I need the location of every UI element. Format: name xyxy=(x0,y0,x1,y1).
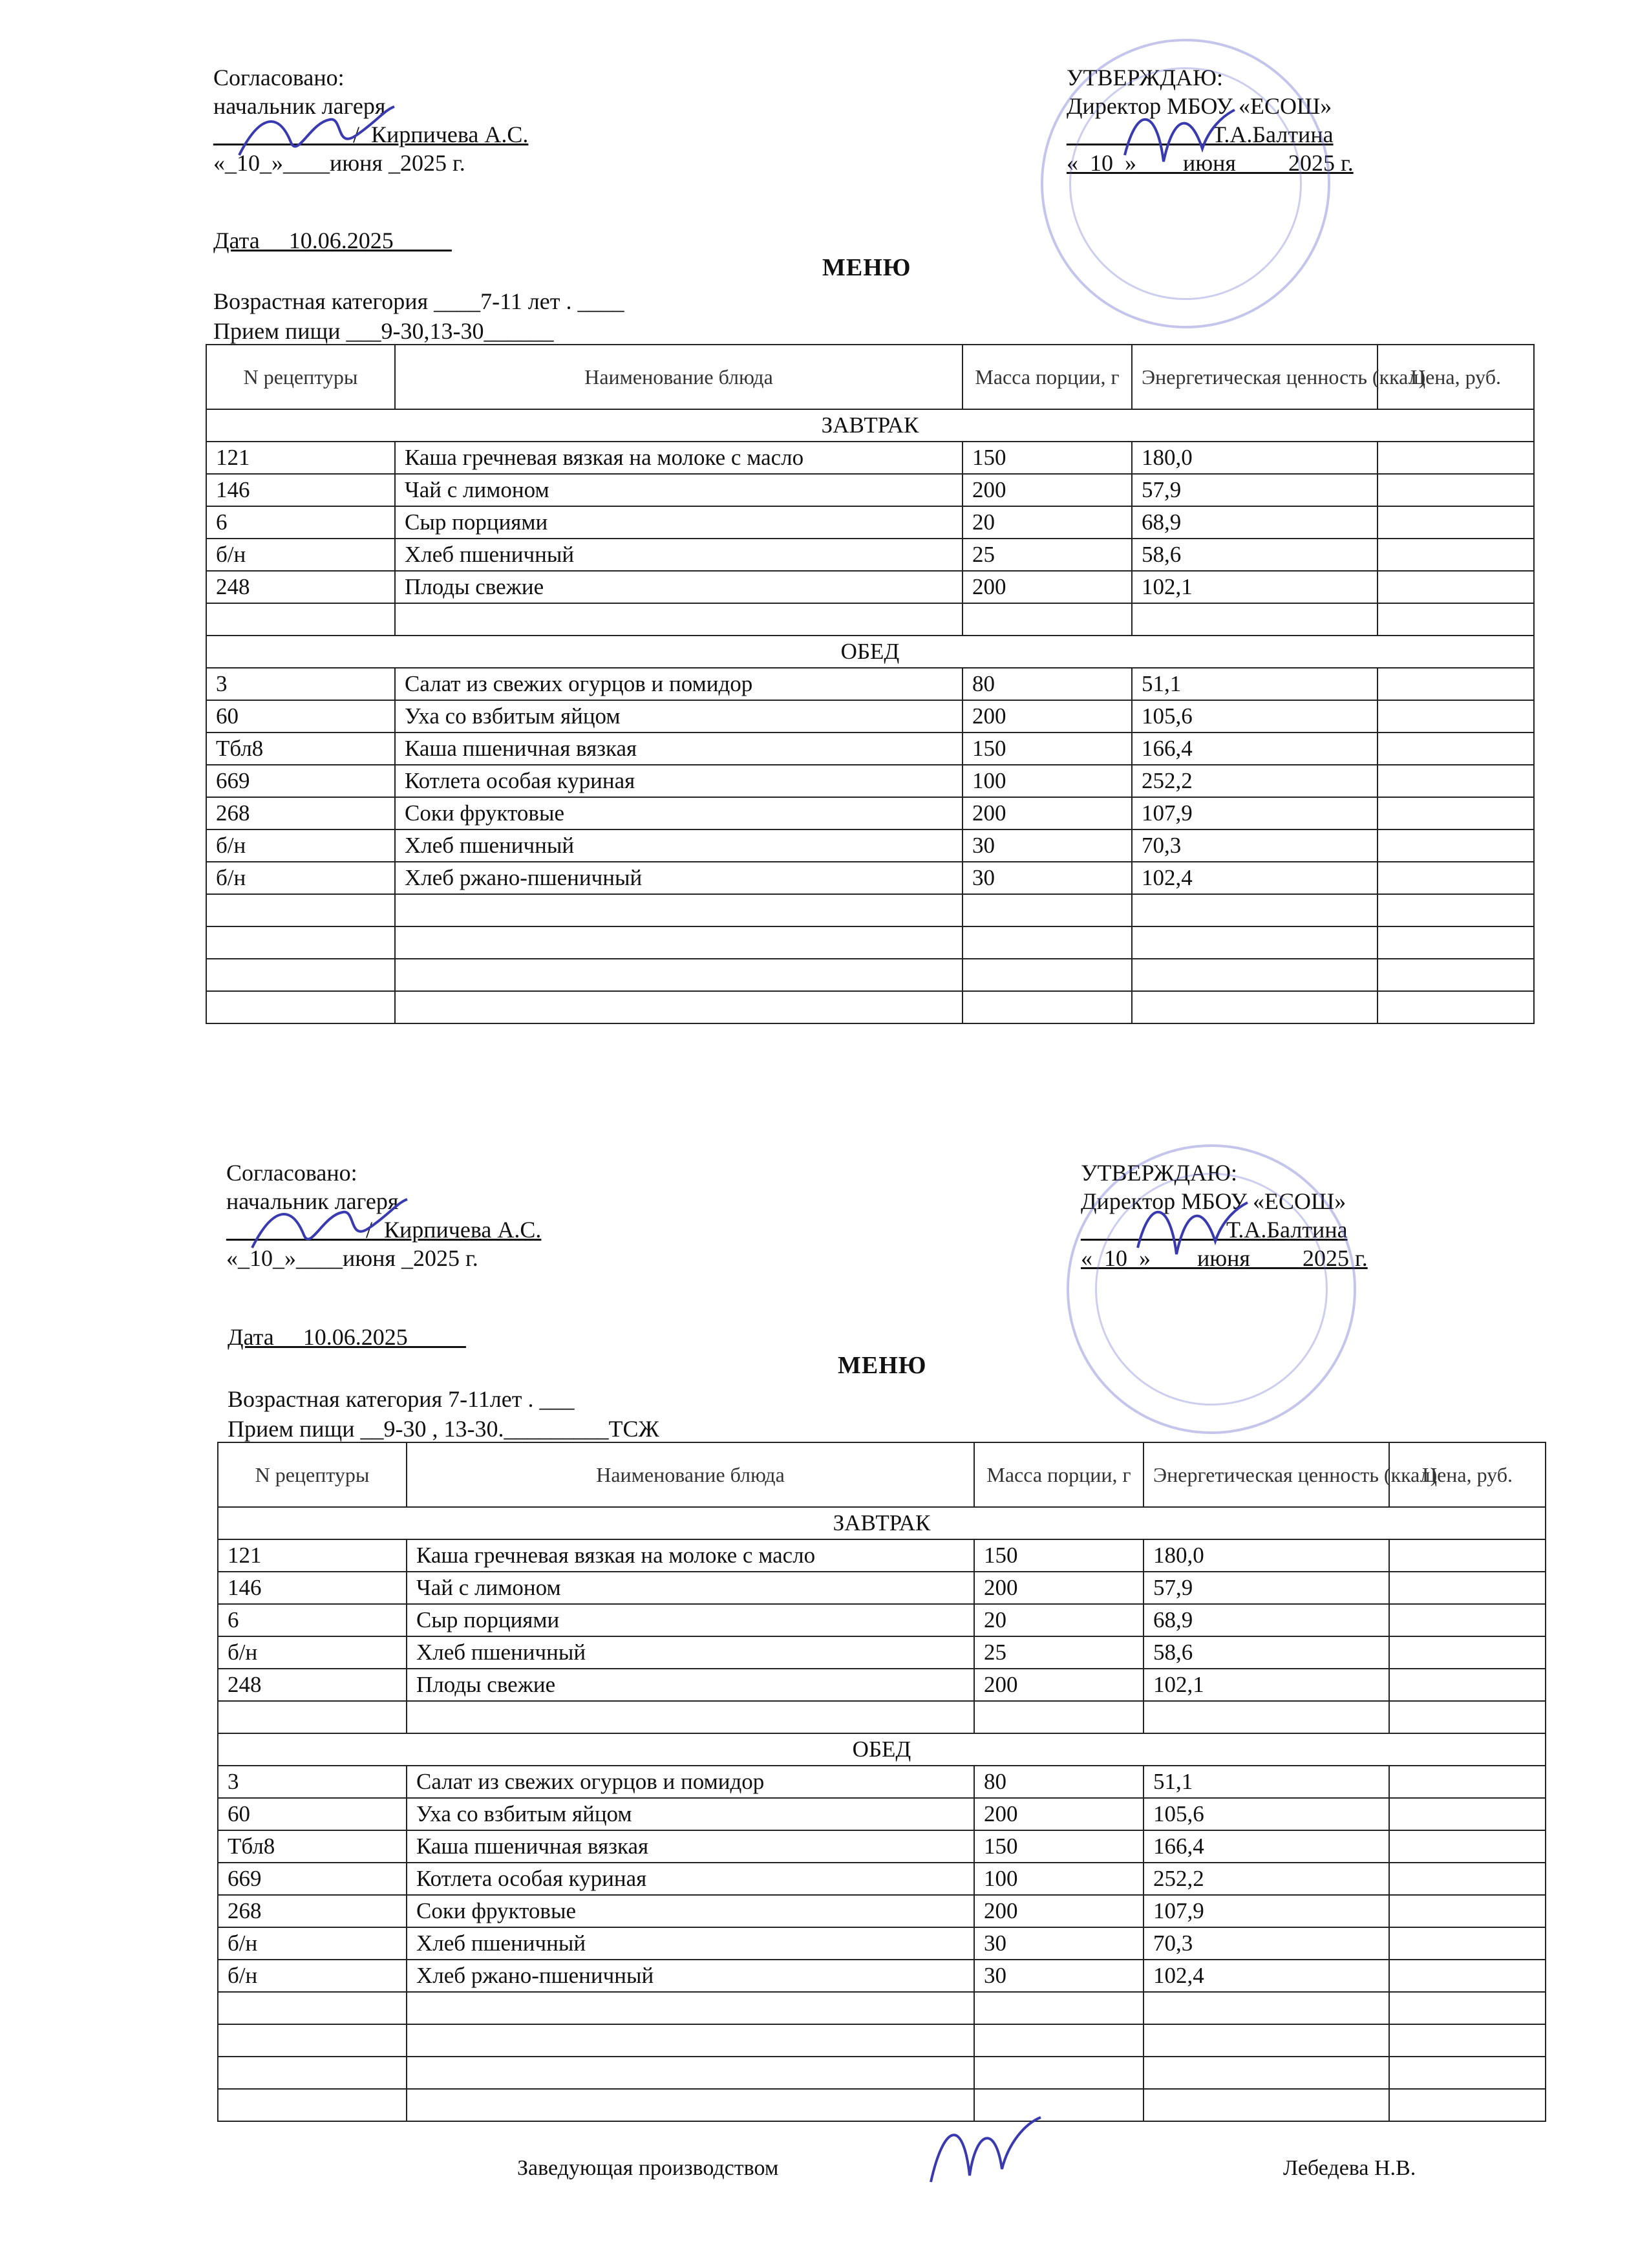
empty-row xyxy=(206,991,1534,1023)
signature-icon xyxy=(1112,91,1241,181)
empty-cell xyxy=(206,991,395,1023)
empty-cell xyxy=(1389,1701,1546,1733)
energy-value: 105,6 xyxy=(1132,700,1378,733)
energy-value: 58,6 xyxy=(1132,539,1378,571)
footer-label: Заведующая производством xyxy=(517,2156,779,2180)
agreed-position: начальник лагеря xyxy=(226,1188,399,1214)
price xyxy=(1389,1798,1546,1830)
empty-cell xyxy=(206,959,395,991)
energy-value: 107,9 xyxy=(1132,797,1378,829)
empty-cell xyxy=(407,1701,974,1733)
dish-name: Хлеб пшеничный xyxy=(407,1636,974,1669)
section-row xyxy=(206,636,1534,668)
recipe-number: 146 xyxy=(218,1572,407,1604)
empty-cell xyxy=(218,2057,407,2089)
empty-cell xyxy=(974,1701,1144,1733)
recipe-number: б/н xyxy=(206,862,395,894)
empty-row xyxy=(206,894,1534,926)
signature-icon xyxy=(233,97,401,168)
approved-position: Директор МБОУ «ЕСОШ» xyxy=(1067,93,1332,119)
portion-mass: 200 xyxy=(963,797,1132,829)
portion-mass: 80 xyxy=(963,668,1132,700)
column-header: Энергетическая ценность (ккал) xyxy=(1144,1442,1389,1507)
portion-mass: 30 xyxy=(974,1960,1144,1992)
recipe-number: 6 xyxy=(218,1604,407,1636)
portion-mass: 200 xyxy=(974,1895,1144,1927)
section-label: ЗАВТРАК xyxy=(206,409,1534,442)
recipe-number: 669 xyxy=(206,765,395,797)
energy-value: 68,9 xyxy=(1144,1604,1389,1636)
approved-label: УТВЕРЖДАЮ: xyxy=(1081,1160,1238,1186)
table-row xyxy=(206,797,1534,829)
empty-cell xyxy=(963,991,1132,1023)
empty-cell xyxy=(1389,2024,1546,2057)
price xyxy=(1378,862,1534,894)
empty-row xyxy=(218,1701,1546,1733)
recipe-number: 121 xyxy=(206,442,395,474)
menu-title: МЕНЮ xyxy=(838,1352,927,1379)
portion-mass: 20 xyxy=(963,506,1132,539)
empty-cell xyxy=(974,2057,1144,2089)
approved-date: «_10_»____июня____ 2025 г. xyxy=(1081,1245,1368,1271)
column-header: Масса порции, г xyxy=(974,1442,1144,1507)
empty-cell xyxy=(407,2024,974,2057)
portion-mass: 200 xyxy=(974,1669,1144,1701)
dish-name: Уха со взбитым яйцом xyxy=(395,700,963,733)
energy-value: 51,1 xyxy=(1132,668,1378,700)
age-category-line: Возрастная категория ____7-11 лет . ____ xyxy=(213,288,624,314)
agreed-date: «_10_»____июня _2025 г. xyxy=(213,150,465,176)
empty-cell xyxy=(963,603,1132,636)
portion-mass: 150 xyxy=(974,1830,1144,1863)
dish-name: Котлета особая куриная xyxy=(407,1863,974,1895)
agreed-name: ____________/_Кирпичева А.С. xyxy=(226,1217,542,1243)
dish-name: Салат из свежих огурцов и помидор xyxy=(395,668,963,700)
energy-value: 105,6 xyxy=(1144,1798,1389,1830)
table-row xyxy=(206,668,1534,700)
empty-cell xyxy=(218,2024,407,2057)
dish-name: Сыр порциями xyxy=(407,1604,974,1636)
portion-mass: 100 xyxy=(963,765,1132,797)
agreed-label: Согласовано: xyxy=(226,1160,357,1186)
energy-value: 252,2 xyxy=(1132,765,1378,797)
empty-row xyxy=(218,2024,1546,2057)
energy-value: 166,4 xyxy=(1144,1830,1389,1863)
column-header: Энергетическая ценность (ккал) xyxy=(1132,345,1378,409)
empty-cell xyxy=(407,2057,974,2089)
energy-value: 102,1 xyxy=(1132,571,1378,603)
empty-cell xyxy=(1144,2089,1389,2121)
empty-cell xyxy=(1132,959,1378,991)
section-row xyxy=(206,409,1534,442)
recipe-number: 248 xyxy=(206,571,395,603)
table-row xyxy=(206,474,1534,506)
table-row xyxy=(218,1604,1546,1636)
recipe-number: 146 xyxy=(206,474,395,506)
energy-value: 68,9 xyxy=(1132,506,1378,539)
empty-cell xyxy=(395,894,963,926)
table-row xyxy=(218,1766,1546,1798)
recipe-number: б/н xyxy=(218,1636,407,1669)
section-label: ЗАВТРАК xyxy=(218,1507,1546,1539)
dish-name: Хлеб пшеничный xyxy=(395,829,963,862)
dish-name: Хлеб ржано-пшеничный xyxy=(395,862,963,894)
date-line: Дата __10.06.2025_____ xyxy=(228,1324,466,1350)
menu-title: МЕНЮ xyxy=(822,254,911,281)
price xyxy=(1389,1539,1546,1572)
dish-name: Хлеб пшеничный xyxy=(395,539,963,571)
approved-date: «_10_»____июня____ 2025 г. xyxy=(1067,150,1354,176)
agreed-label: Согласовано: xyxy=(213,65,345,91)
table-row xyxy=(206,700,1534,733)
recipe-number: 60 xyxy=(218,1798,407,1830)
dish-name: Соки фруктовые xyxy=(407,1895,974,1927)
agreed-date: «_10_»____июня _2025 г. xyxy=(226,1245,478,1271)
price xyxy=(1378,571,1534,603)
column-header: Наименование блюда xyxy=(407,1442,974,1507)
portion-mass: 200 xyxy=(963,474,1132,506)
empty-row xyxy=(206,959,1534,991)
dish-name: Каша гречневая вязкая на молоке с масло xyxy=(407,1539,974,1572)
price xyxy=(1389,1895,1546,1927)
signature-icon xyxy=(1125,1183,1254,1274)
menu-table xyxy=(206,344,1535,1024)
empty-cell xyxy=(1378,926,1534,959)
table-row xyxy=(218,1798,1546,1830)
energy-value: 70,3 xyxy=(1132,829,1378,862)
menu-table xyxy=(217,1442,1546,2122)
table-row xyxy=(206,862,1534,894)
column-header: N рецептуры xyxy=(218,1442,407,1507)
column-header: Наименование блюда xyxy=(395,345,963,409)
dish-name: Чай с лимоном xyxy=(407,1572,974,1604)
energy-value: 58,6 xyxy=(1144,1636,1389,1669)
portion-mass: 150 xyxy=(963,733,1132,765)
price xyxy=(1389,1669,1546,1701)
empty-cell xyxy=(974,2024,1144,2057)
dish-name: Плоды свежие xyxy=(395,571,963,603)
stamp-icon xyxy=(1041,39,1330,328)
portion-mass: 200 xyxy=(963,700,1132,733)
signature-icon xyxy=(246,1190,414,1261)
approved-name: ____________ Т.А.Балтина xyxy=(1067,122,1334,147)
agreed-name: ____________/_Кирпичева А.С. xyxy=(213,122,529,147)
table-row xyxy=(218,1669,1546,1701)
empty-cell xyxy=(1389,2089,1546,2121)
energy-value: 57,9 xyxy=(1132,474,1378,506)
age-category-line: Возрастная категория 7-11лет . ___ xyxy=(228,1386,575,1412)
portion-mass: 30 xyxy=(963,829,1132,862)
empty-row xyxy=(206,603,1534,636)
portion-mass: 200 xyxy=(963,571,1132,603)
energy-value: 70,3 xyxy=(1144,1927,1389,1960)
table-row xyxy=(218,1960,1546,1992)
table-row xyxy=(218,1636,1546,1669)
portion-mass: 200 xyxy=(974,1572,1144,1604)
table-row xyxy=(218,1572,1546,1604)
table-row xyxy=(206,765,1534,797)
empty-cell xyxy=(407,1992,974,2024)
empty-cell xyxy=(963,894,1132,926)
price xyxy=(1378,829,1534,862)
date-line: Дата __10.06.2025_____ xyxy=(213,228,452,253)
signature-icon xyxy=(911,2104,1054,2195)
table-row xyxy=(218,1895,1546,1927)
energy-value: 252,2 xyxy=(1144,1863,1389,1895)
price xyxy=(1389,1960,1546,1992)
dish-name: Салат из свежих огурцов и помидор xyxy=(407,1766,974,1798)
table-row xyxy=(206,539,1534,571)
empty-cell xyxy=(974,1992,1144,2024)
price xyxy=(1389,1863,1546,1895)
price xyxy=(1378,797,1534,829)
price xyxy=(1389,1572,1546,1604)
portion-mass: 25 xyxy=(974,1636,1144,1669)
empty-cell xyxy=(1378,603,1534,636)
recipe-number: 248 xyxy=(218,1669,407,1701)
table-row xyxy=(218,1927,1546,1960)
empty-cell xyxy=(206,603,395,636)
column-header: Масса порции, г xyxy=(963,345,1132,409)
agreed-position: начальник лагеря xyxy=(213,93,386,119)
empty-cell xyxy=(1378,991,1534,1023)
empty-cell xyxy=(1389,2057,1546,2089)
empty-cell xyxy=(1378,894,1534,926)
table-row xyxy=(218,1863,1546,1895)
dish-name: Сыр порциями xyxy=(395,506,963,539)
empty-cell xyxy=(1389,1992,1546,2024)
empty-cell xyxy=(1144,1992,1389,2024)
price xyxy=(1378,442,1534,474)
portion-mass: 30 xyxy=(974,1927,1144,1960)
empty-cell xyxy=(218,1701,407,1733)
approved-position: Директор МБОУ «ЕСОШ» xyxy=(1081,1188,1346,1214)
table-row xyxy=(206,829,1534,862)
empty-cell xyxy=(395,926,963,959)
empty-cell xyxy=(1132,926,1378,959)
empty-cell xyxy=(218,2089,407,2121)
table-row xyxy=(206,506,1534,539)
empty-cell xyxy=(1132,603,1378,636)
portion-mass: 80 xyxy=(974,1766,1144,1798)
dish-name: Соки фруктовые xyxy=(395,797,963,829)
section-row xyxy=(218,1507,1546,1539)
empty-cell xyxy=(206,894,395,926)
price xyxy=(1378,765,1534,797)
column-header: Цена, руб. xyxy=(1389,1442,1546,1507)
energy-value: 180,0 xyxy=(1144,1539,1389,1572)
recipe-number: 3 xyxy=(206,668,395,700)
table-row xyxy=(218,1539,1546,1572)
dish-name: Чай с лимоном xyxy=(395,474,963,506)
energy-value: 166,4 xyxy=(1132,733,1378,765)
table-header-row xyxy=(218,1442,1546,1507)
price xyxy=(1378,733,1534,765)
meal-time-line: Прием пищи __9-30 , 13-30._________ТСЖ xyxy=(228,1416,659,1442)
portion-mass: 200 xyxy=(974,1798,1144,1830)
energy-value: 57,9 xyxy=(1144,1572,1389,1604)
empty-cell xyxy=(963,959,1132,991)
approved-name: ____________ Т.А.Балтина xyxy=(1081,1217,1348,1243)
portion-mass: 30 xyxy=(963,862,1132,894)
empty-cell xyxy=(1144,2057,1389,2089)
recipe-number: б/н xyxy=(218,1960,407,1992)
price xyxy=(1389,1830,1546,1863)
recipe-number: 3 xyxy=(218,1766,407,1798)
portion-mass: 20 xyxy=(974,1604,1144,1636)
recipe-number: 268 xyxy=(218,1895,407,1927)
recipe-number: 6 xyxy=(206,506,395,539)
price xyxy=(1378,668,1534,700)
empty-cell xyxy=(206,926,395,959)
energy-value: 180,0 xyxy=(1132,442,1378,474)
section-label: ОБЕД xyxy=(218,1733,1546,1766)
empty-cell xyxy=(1132,991,1378,1023)
price xyxy=(1389,1766,1546,1798)
empty-cell xyxy=(395,991,963,1023)
empty-cell xyxy=(1144,1701,1389,1733)
dish-name: Каша пшеничная вязкая xyxy=(395,733,963,765)
empty-cell xyxy=(395,603,963,636)
approved-label: УТВЕРЖДАЮ: xyxy=(1067,65,1224,91)
dish-name: Хлеб пшеничный xyxy=(407,1927,974,1960)
dish-name: Котлета особая куриная xyxy=(395,765,963,797)
empty-cell xyxy=(395,959,963,991)
recipe-number: 669 xyxy=(218,1863,407,1895)
dish-name: Плоды свежие xyxy=(407,1669,974,1701)
dish-name: Хлеб ржано-пшеничный xyxy=(407,1960,974,1992)
price xyxy=(1389,1927,1546,1960)
table-row xyxy=(218,1830,1546,1863)
recipe-number: Тбл8 xyxy=(218,1830,407,1863)
price xyxy=(1389,1604,1546,1636)
energy-value: 107,9 xyxy=(1144,1895,1389,1927)
price xyxy=(1378,700,1534,733)
table-header-row xyxy=(206,345,1534,409)
table-row xyxy=(206,571,1534,603)
recipe-number: Тбл8 xyxy=(206,733,395,765)
empty-cell xyxy=(407,2089,974,2121)
column-header: N рецептуры xyxy=(206,345,395,409)
price xyxy=(1378,506,1534,539)
empty-row xyxy=(218,2089,1546,2121)
column-header: Цена, руб. xyxy=(1378,345,1534,409)
recipe-number: б/н xyxy=(218,1927,407,1960)
empty-cell xyxy=(218,1992,407,2024)
recipe-number: 121 xyxy=(218,1539,407,1572)
recipe-number: б/н xyxy=(206,539,395,571)
price xyxy=(1389,1636,1546,1669)
empty-cell xyxy=(1378,959,1534,991)
portion-mass: 150 xyxy=(963,442,1132,474)
portion-mass: 100 xyxy=(974,1863,1144,1895)
portion-mass: 25 xyxy=(963,539,1132,571)
recipe-number: 60 xyxy=(206,700,395,733)
table-row xyxy=(206,442,1534,474)
dish-name: Уха со взбитым яйцом xyxy=(407,1798,974,1830)
empty-cell xyxy=(1144,2024,1389,2057)
empty-row xyxy=(206,926,1534,959)
table-row xyxy=(206,733,1534,765)
price xyxy=(1378,474,1534,506)
energy-value: 102,4 xyxy=(1144,1960,1389,1992)
energy-value: 102,1 xyxy=(1144,1669,1389,1701)
energy-value: 102,4 xyxy=(1132,862,1378,894)
dish-name: Каша пшеничная вязкая xyxy=(407,1830,974,1863)
footer-name: Лебедева Н.В. xyxy=(1283,2156,1416,2180)
recipe-number: 268 xyxy=(206,797,395,829)
energy-value: 51,1 xyxy=(1144,1766,1389,1798)
empty-row xyxy=(218,1992,1546,2024)
recipe-number: б/н xyxy=(206,829,395,862)
empty-cell xyxy=(963,926,1132,959)
section-label: ОБЕД xyxy=(206,636,1534,668)
empty-cell xyxy=(1132,894,1378,926)
dish-name: Каша гречневая вязкая на молоке с масло xyxy=(395,442,963,474)
meal-time-line: Прием пищи ___9-30,13-30______ xyxy=(213,318,554,344)
empty-row xyxy=(218,2057,1546,2089)
price xyxy=(1378,539,1534,571)
section-row xyxy=(218,1733,1546,1766)
portion-mass: 150 xyxy=(974,1539,1144,1572)
